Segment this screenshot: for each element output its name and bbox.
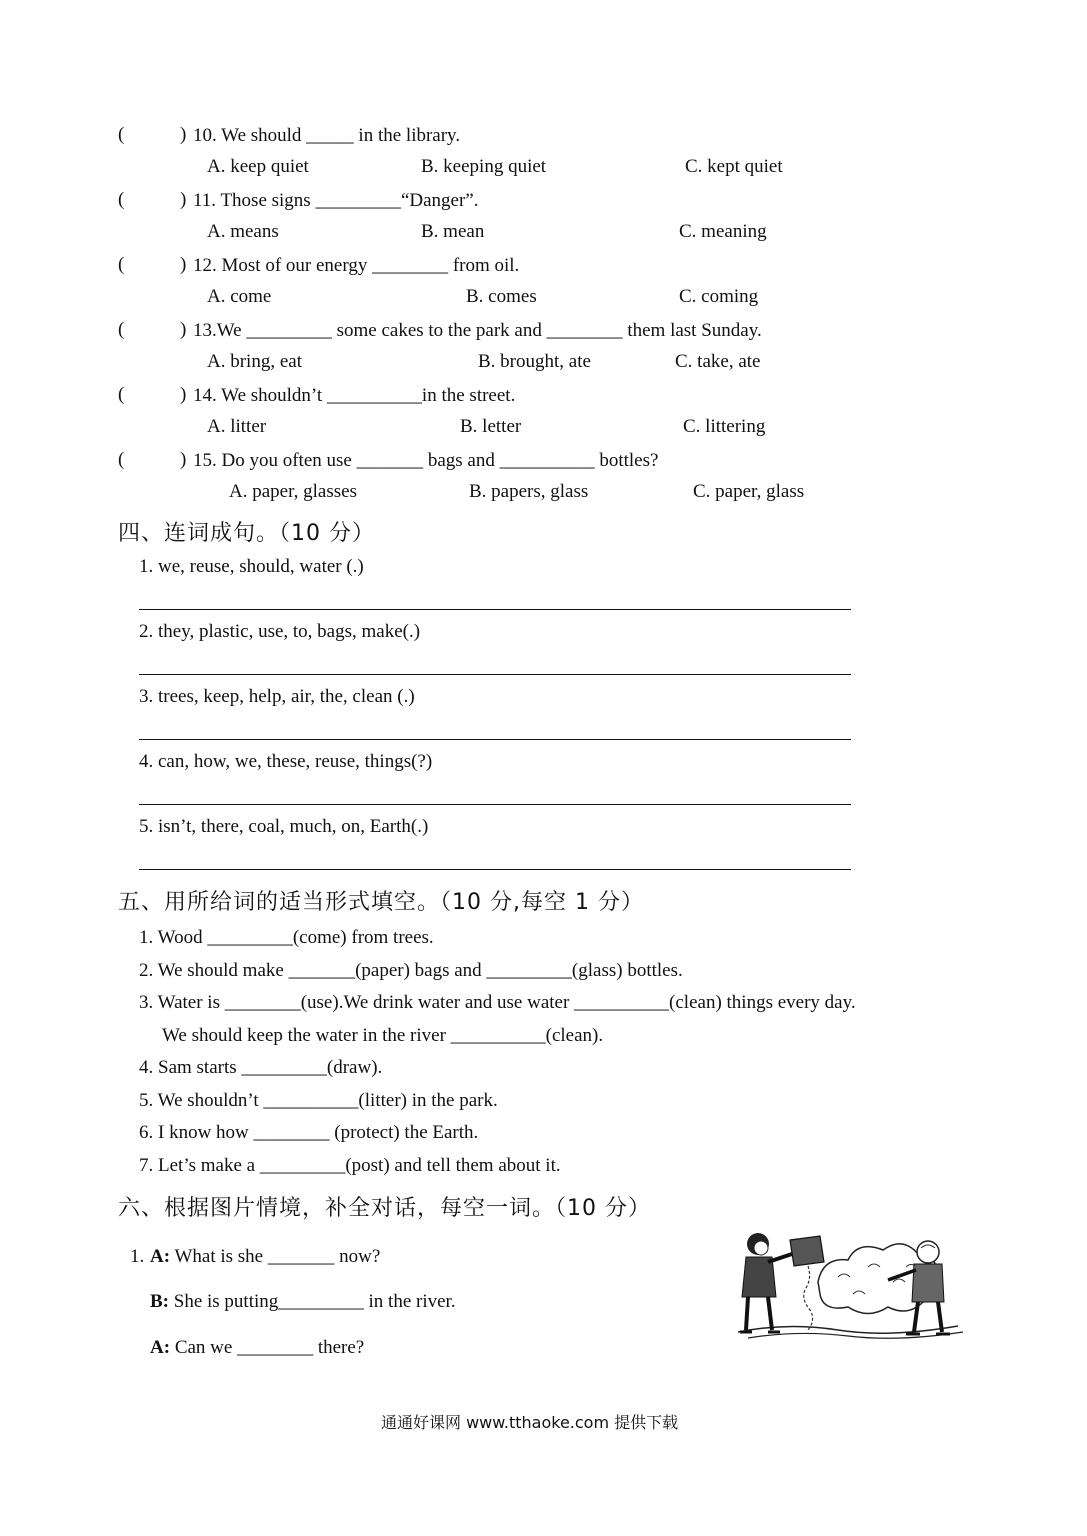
answer-paren-open: ( [118, 124, 125, 145]
option-13-c: C. take, ate [675, 351, 761, 372]
answer-line-1[interactable] [139, 609, 851, 610]
fill-item-6: 6. I know how ________ (protect) the Earth. [139, 1122, 479, 1143]
option-14-b: B. letter [460, 416, 522, 437]
answer-paren-open: ( [118, 384, 125, 405]
option-12-b: B. comes [466, 286, 537, 307]
section-4-title: 四、连词成句。（10 分） [118, 521, 375, 546]
fill-item-5: 5. We shouldn’t __________(litter) in the park. [139, 1090, 498, 1111]
reorder-item-2: 2. they, plastic, use, to, bags, make(.) [139, 621, 421, 642]
option-14-a: A. litter [207, 416, 267, 437]
answer-line-2[interactable] [139, 674, 851, 675]
question-15: 15. Do you often use _______ bags and __________ bottles? [193, 450, 659, 471]
option-15-b: B. papers, glass [469, 481, 589, 502]
dialog-line-2 [150, 1290, 456, 1314]
question-10: 10. We should _____ in the library. [193, 125, 461, 146]
answer-paren-close: ) [180, 449, 187, 470]
fill-item-7: 7. Let’s make a _________(post) and tell them about it. [139, 1155, 561, 1176]
dialog-number: 1. [130, 1246, 145, 1267]
answer-paren-close: ) [180, 254, 187, 275]
option-11-b: B. mean [421, 221, 485, 242]
speaker-b: B: [150, 1291, 169, 1312]
answer-line-4[interactable] [139, 804, 851, 805]
option-12-a: A. come [207, 286, 272, 307]
dialog-text-2: She is putting_________ in the river. [169, 1291, 456, 1312]
reorder-item-3: 3. trees, keep, help, air, the, clean (.) [139, 686, 415, 707]
section-6-title: 六、根据图片情境，补全对话，每空一词。（10 分） [118, 1196, 651, 1221]
option-13-b: B. brought, ate [478, 351, 591, 372]
footer-source: 通通好课网 www.tthaoke.com 提供下载 [381, 1413, 679, 1432]
fill-item-4: 4. Sam starts _________(draw). [139, 1057, 383, 1078]
answer-paren-open: ( [118, 189, 125, 210]
question-14: 14. We shouldn’t __________in the street. [193, 385, 516, 406]
dialog-text-1: What is she _______ now? [170, 1246, 381, 1267]
reorder-item-5: 5. isn’t, there, coal, much, on, Earth(.) [139, 816, 429, 837]
reorder-item-1: 1. we, reuse, should, water (.) [139, 556, 364, 577]
question-12: 12. Most of our energy ________ from oil. [193, 255, 520, 276]
dialog-line-1 [150, 1245, 380, 1269]
answer-paren-close: ) [180, 124, 187, 145]
answer-line-3[interactable] [139, 739, 851, 740]
reorder-item-4: 4. can, how, we, these, reuse, things(?) [139, 751, 433, 772]
speaker-a: A: [150, 1337, 171, 1358]
option-10-c: C. kept quiet [685, 156, 783, 177]
fill-item-3: 3. Water is ________(use).We drink water and use water __________(clean) things every day. [139, 992, 856, 1013]
question-13: 13.We _________ some cakes to the park and ________ them last Sunday. [193, 320, 762, 341]
option-13-a: A. bring, eat [207, 351, 302, 372]
option-10-b: B. keeping quiet [421, 156, 547, 177]
option-15-a: A. paper, glasses [229, 481, 357, 502]
answer-paren-open: ( [118, 254, 125, 275]
answer-line-5[interactable] [139, 869, 851, 870]
question-11: 11. Those signs _________“Danger”. [193, 190, 479, 211]
dialog-line-3 [150, 1336, 364, 1360]
section-5-title: 五、用所给词的适当形式填空。（10 分,每空 1 分） [118, 890, 644, 915]
speaker-a: A: [150, 1246, 171, 1267]
answer-paren-open: ( [118, 319, 125, 340]
answer-paren-open: ( [118, 449, 125, 470]
fill-item-1: 1. Wood _________(come) from trees. [139, 927, 434, 948]
answer-paren-close: ) [180, 189, 187, 210]
pollution-illustration [728, 1222, 970, 1346]
answer-paren-close: ) [180, 319, 187, 340]
option-11-c: C. meaning [679, 221, 767, 242]
option-11-a: A. means [207, 221, 279, 242]
option-10-a: A. keep quiet [207, 156, 309, 177]
option-12-c: C. coming [679, 286, 759, 307]
fill-item-3-cont: We should keep the water in the river __________(clean). [162, 1025, 604, 1046]
option-15-c: C. paper, glass [693, 481, 805, 502]
dialog-text-3: Can we ________ there? [170, 1337, 365, 1358]
option-14-c: C. littering [683, 416, 766, 437]
fill-item-2: 2. We should make _______(paper) bags and _________(glass) bottles. [139, 960, 683, 981]
answer-paren-close: ) [180, 384, 187, 405]
